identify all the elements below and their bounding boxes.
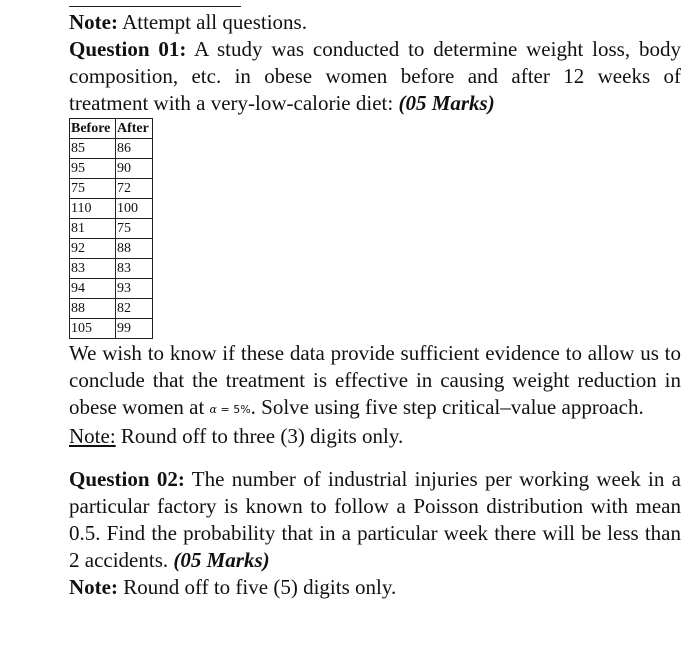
question-01-note-label: Note: — [69, 424, 116, 448]
cell-before: 75 — [70, 179, 116, 199]
table-row — [70, 239, 153, 259]
table-row — [70, 259, 153, 279]
cell-after: 82 — [116, 299, 153, 319]
weight-table — [69, 118, 153, 339]
question-01-marks: (05 Marks) — [398, 91, 495, 115]
cell-after: 100 — [116, 199, 153, 219]
general-note — [69, 9, 681, 36]
question-02-note — [69, 574, 681, 601]
table-row — [70, 219, 153, 239]
table-row — [70, 159, 153, 179]
table-header-row — [70, 119, 153, 139]
cell-after: 93 — [116, 279, 153, 299]
alpha-symbol: α — [209, 403, 217, 416]
cell-after: 72 — [116, 179, 153, 199]
question-02-prompt — [69, 466, 681, 574]
cell-before: 83 — [70, 259, 116, 279]
question-02-note-text: Round off to five (5) digits only. — [117, 575, 397, 599]
cell-after: 75 — [116, 219, 153, 239]
question-01-note-text: Round off to three (3) digits only. — [115, 424, 404, 448]
question-01-body-before: We wish to know if these data provide sufficient evidence to allow us to conclude that the treatment is effective in causing weight reduction in obese women at — [69, 341, 681, 419]
note-text: Attempt all questions. — [117, 10, 307, 34]
cell-before: 105 — [70, 319, 116, 339]
alpha-value: = 5% — [216, 403, 251, 416]
question-01-prompt — [69, 36, 681, 117]
alpha-expression — [210, 403, 251, 416]
question-02-marks: (05 Marks) — [173, 548, 270, 572]
note-label: Note: — [69, 10, 118, 34]
question-01-note — [69, 423, 681, 450]
table-row — [70, 139, 153, 159]
table-row — [70, 199, 153, 219]
table-row — [70, 279, 153, 299]
table-header-after: After — [116, 119, 153, 139]
cell-before: 95 — [70, 159, 116, 179]
question-01-text: A study was conducted to determine weight loss, body composition, etc. in obese women before and after 12 weeks of treatment with a very-low-calorie diet: — [69, 37, 681, 115]
question-01-body-after: . Solve using five step critical–value approach. — [250, 395, 644, 419]
table-row — [70, 319, 153, 339]
question-02-label: Question 02: — [69, 467, 185, 491]
cell-before: 110 — [70, 199, 116, 219]
cell-before: 92 — [70, 239, 116, 259]
question-02-note-label: Note: — [69, 575, 118, 599]
cell-before: 85 — [70, 139, 116, 159]
cell-after: 83 — [116, 259, 153, 279]
table-header-before: Before — [70, 119, 116, 139]
question-01-label: Question 01: — [69, 37, 187, 61]
cell-after: 86 — [116, 139, 153, 159]
question-02-text: The number of industrial injuries per working week in a particular factory is known to follow a Poisson distribution with mean 0.5. Find the probability that in a particular week there will be less than 2 accidents. — [69, 467, 681, 572]
cell-before: 94 — [70, 279, 116, 299]
cell-before: 81 — [70, 219, 116, 239]
cell-after: 90 — [116, 159, 153, 179]
cell-after: 99 — [116, 319, 153, 339]
question-01-body — [69, 340, 681, 423]
document-page — [69, 0, 681, 601]
cell-after: 88 — [116, 239, 153, 259]
cell-before: 88 — [70, 299, 116, 319]
table-row — [70, 299, 153, 319]
table-row — [70, 179, 153, 199]
